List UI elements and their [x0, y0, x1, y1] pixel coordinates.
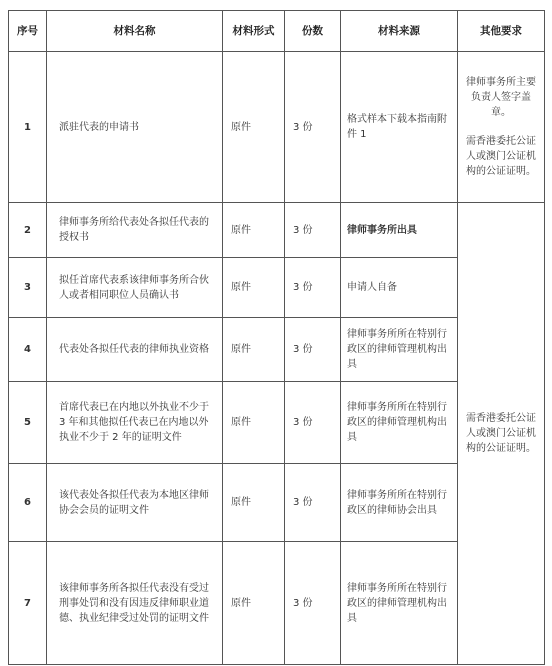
table-row — [9, 203, 545, 258]
material-copies: 3 份 — [285, 542, 341, 665]
material-source: 律师事务所所在特别行政区的律师管理机构出具 — [341, 318, 458, 382]
row-number: 4 — [9, 318, 47, 382]
material-copies: 3 份 — [285, 318, 341, 382]
material-name: 律师事务所给代表处各拟任代表的授权书 — [47, 203, 223, 258]
material-form: 原件 — [223, 464, 285, 542]
material-form: 原件 — [223, 203, 285, 258]
material-name: 首席代表已在内地以外执业不少于 3 年和其他拟任代表已在内地以外执业不少于 2 年的证明文件 — [47, 382, 223, 464]
row-number: 7 — [9, 542, 47, 665]
row-number: 5 — [9, 382, 47, 464]
header-no: 序号 — [9, 11, 47, 52]
header-copies: 份数 — [285, 11, 341, 52]
requirement-notarization: 需香港委托公证人或澳门公证机构的公证证明。 — [466, 136, 536, 177]
material-name: 拟任首席代表系该律师事务所合伙人或者相同职位人员确认书 — [47, 258, 223, 318]
material-form: 原件 — [223, 318, 285, 382]
requirements-cell: 需香港委托公证人或澳门公证机构的公证证明。 — [458, 203, 545, 665]
row-number: 1 — [9, 52, 47, 203]
material-source: 律师事务所所在特别行政区的律师管理机构出具 — [341, 542, 458, 665]
requirements-cell — [458, 52, 545, 203]
material-source: 律师事务所出具 — [341, 203, 458, 258]
header-requirements: 其他要求 — [458, 11, 545, 52]
material-name: 派驻代表的申请书 — [47, 52, 223, 203]
material-copies: 3 份 — [285, 203, 341, 258]
header-source: 材料来源 — [341, 11, 458, 52]
material-form: 原件 — [223, 542, 285, 665]
material-source: 律师事务所所在特别行政区的律师协会出具 — [341, 464, 458, 542]
material-form: 原件 — [223, 52, 285, 203]
header-form: 材料形式 — [223, 11, 285, 52]
material-copies: 3 份 — [285, 258, 341, 318]
row-number: 3 — [9, 258, 47, 318]
material-name: 该律师事务所各拟任代表没有受过刑事处罚和没有因违反律师职业道德、执业纪律受过处罚的证明文件 — [47, 542, 223, 665]
row-number: 2 — [9, 203, 47, 258]
material-form: 原件 — [223, 382, 285, 464]
material-copies: 3 份 — [285, 382, 341, 464]
material-source: 格式样本下载本指南附件 1 — [341, 52, 458, 203]
material-copies: 3 份 — [285, 464, 341, 542]
row-number: 6 — [9, 464, 47, 542]
table-row — [9, 52, 545, 203]
requirement-signature: 律师事务所主要负责人签字盖章。 — [466, 77, 536, 118]
material-copies: 3 份 — [285, 52, 341, 203]
materials-table — [8, 10, 545, 665]
material-name: 该代表处各拟任代表为本地区律师协会会员的证明文件 — [47, 464, 223, 542]
material-source: 申请人自备 — [341, 258, 458, 318]
header-row — [9, 11, 545, 52]
material-name: 代表处各拟任代表的律师执业资格 — [47, 318, 223, 382]
material-source: 律师事务所所在特别行政区的律师管理机构出具 — [341, 382, 458, 464]
material-form: 原件 — [223, 258, 285, 318]
header-name: 材料名称 — [47, 11, 223, 52]
